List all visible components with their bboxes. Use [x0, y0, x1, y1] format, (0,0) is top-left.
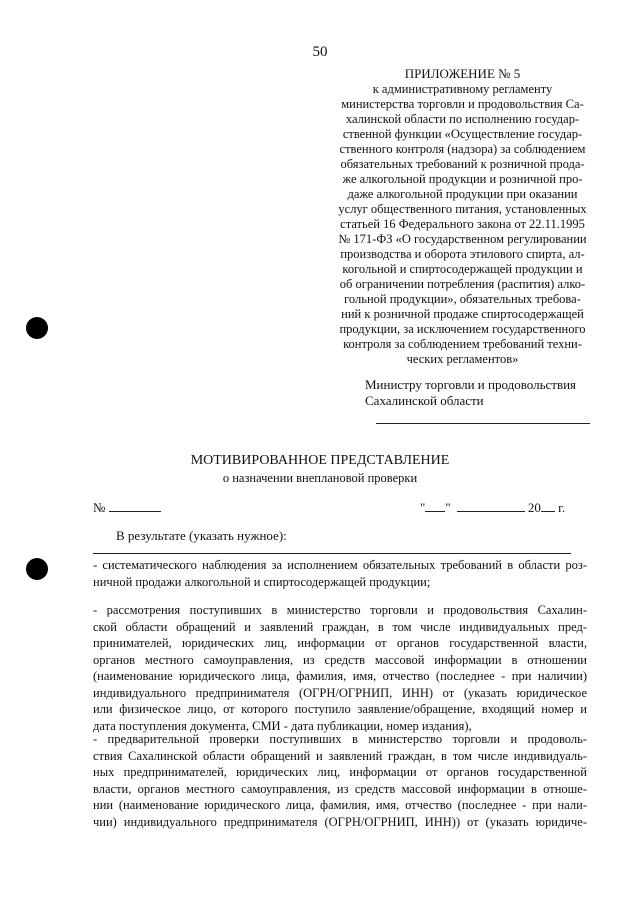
appendix-title: ПРИЛОЖЕНИЕ № 5	[404, 66, 521, 81]
appendix-line: же алкогольной продукции и розничной про-	[342, 172, 583, 186]
paragraph-line: ничной продажи алкогольной и спиртосодержащей продукции;	[93, 574, 431, 589]
appendix-line: продукции, за исключением государственного	[339, 322, 586, 336]
appendix-line: обязательных требований к розничной прода-	[340, 157, 585, 171]
appendix-line: когольной и спиртосодержащей продукции и	[342, 262, 583, 276]
appendix-line: ственного контроля (надзора) за соблюдением	[339, 142, 586, 156]
result-label: В результате (указать нужное):	[116, 528, 287, 543]
appendix-line: № 171-ФЗ «О государственном регулировании	[338, 232, 587, 246]
document-subtitle: о назначении внеплановой проверки	[222, 471, 418, 485]
paragraph-line: нии (наименование юридического лица, фамилия, имя, отчество (последнее - при нали-	[93, 798, 587, 812]
appendix-line: об ограничении потребления (распития) алко-	[339, 277, 586, 291]
paragraph-line: власти, органов местного самоуправления, из средств массовой информации в отноше-	[93, 781, 587, 796]
number-field	[93, 499, 161, 516]
addressee-line-2: Сахалинской области	[365, 393, 484, 408]
date-quote-close: "	[445, 500, 451, 515]
paragraph-line: (наименование юридического лица, фамилия, имя, отчество (последнее - при наличии)	[93, 669, 587, 683]
paragraph-line: индивидуального предпринимателя (ОГРН/ОГРНИП, ИНН) от (указать юридическое	[93, 685, 587, 700]
appendix-line: услуг общественного питания, установленных	[338, 202, 587, 216]
date-year-suffix: г.	[558, 500, 566, 515]
date-quote-open: "	[420, 500, 426, 515]
result-underline[interactable]	[93, 553, 571, 554]
appendix-text	[335, 82, 590, 367]
appendix-line: ческих регламентов»	[406, 352, 519, 366]
appendix-line: ний к розничной продаже спиртосодержащей	[341, 307, 584, 321]
date-day-blank[interactable]	[425, 499, 445, 512]
paragraph-preliminary-check	[93, 731, 587, 830]
paragraph-line: чии) индивидуального предпринимателя (ОГРН/ОГРНИП, ИНН)) от (указать юридиче-	[93, 814, 587, 829]
punch-hole-bottom	[26, 558, 48, 580]
paragraph-line: - рассмотрения поступивших в министерство торговли и продовольствия Сахалин-	[93, 603, 587, 617]
paragraph-systematic-observation	[93, 557, 587, 590]
paragraph-line: ствия Сахалинской области обращений и заявлений граждан, в том числе индивидуаль-	[93, 748, 587, 763]
appendix-line: к административному регламенту	[372, 82, 553, 96]
appendix-block	[335, 66, 590, 367]
page-number: 50	[312, 44, 328, 60]
document-title: МОТИВИРОВАННОЕ ПРЕДСТАВЛЕНИЕ	[190, 453, 450, 468]
paragraph-line: - предварительной проверки поступивших в министерство торговли и продоволь-	[93, 732, 587, 746]
appendix-line: контроля за соблюдением требований техни-	[343, 337, 582, 351]
paragraph-line: дата поступления документа, СМИ - дата публикации, номер издания),	[93, 718, 472, 733]
paragraph-line: органов местного самоуправления, из средств массовой информации в отношении	[93, 652, 587, 667]
appendix-line: ственной функции «Осуществление государ-	[342, 127, 583, 141]
paragraph-line: ской области обращений и заявлений граждан, в том числе индивидуальных пред-	[93, 619, 587, 634]
punch-hole-top	[26, 317, 48, 339]
addressee-line-1: Министру торговли и продовольствия	[365, 377, 577, 392]
date-year-blank[interactable]	[541, 499, 555, 512]
paragraph-line: принимателей, юридических лиц, информации от органов государственной власти,	[93, 636, 587, 650]
number-label: №	[93, 500, 106, 515]
addressee-block	[365, 377, 576, 409]
appendix-line: халинской области по исполнению государ-	[345, 112, 580, 126]
date-field	[420, 499, 565, 516]
paragraph-line: - систематического наблюдения за исполнением обязательных требований в области роз-	[93, 558, 587, 572]
appendix-line: министерства торговли и продовольствия Са-	[341, 97, 584, 111]
date-year-prefix: 20	[527, 500, 541, 515]
appendix-line: статьей 16 Федерального закона от 22.11.1995	[340, 217, 585, 231]
paragraph-review-of-appeals	[93, 602, 587, 734]
appendix-line: даже алкогольной продукции при оказании	[347, 187, 578, 201]
number-blank[interactable]	[109, 499, 161, 512]
paragraph-line: или физическое лицо, от которого поступило заявление/обращение, входящий номер и	[93, 702, 587, 716]
paragraph-line: ных предпринимателей, юридических лиц, информации от органов государственной	[93, 765, 587, 779]
addressee-signature-line[interactable]	[376, 423, 590, 424]
appendix-line: гольной продукции», обязательных требова-	[344, 292, 581, 306]
appendix-line: производства и оборота этилового спирта, ал-	[340, 247, 585, 261]
date-month-blank[interactable]	[457, 499, 525, 512]
